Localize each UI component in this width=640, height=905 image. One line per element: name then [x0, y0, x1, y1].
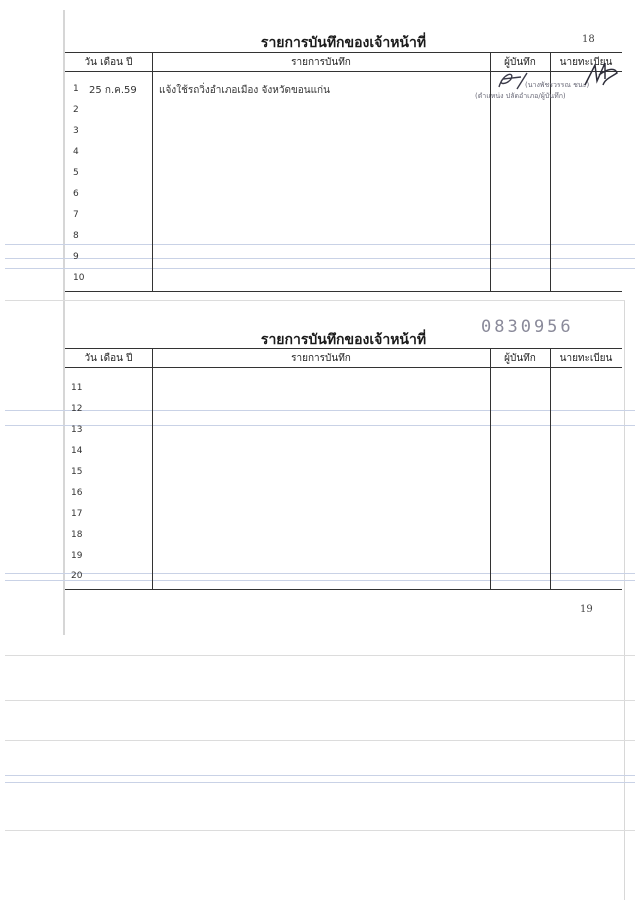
- recorder-signature-icon: [493, 65, 533, 95]
- page-edge-right: [624, 300, 625, 900]
- header-recorder: ผู้บันทึก: [504, 353, 536, 364]
- header-date: วัน เดือน ปี: [84, 57, 133, 68]
- row-number: 1: [73, 84, 79, 94]
- row-number: 20: [71, 571, 83, 581]
- scan-line: [5, 655, 635, 656]
- entry-text: แจ้งใช้รถวิ่งอำเภอเมือง จังหวัดขอนแก่น: [159, 85, 330, 96]
- page-number-top: 18: [582, 34, 595, 45]
- scan-line: [5, 740, 635, 741]
- header-registrar: นายทะเบียน: [559, 353, 613, 364]
- row-number: 11: [71, 383, 83, 393]
- page-number-bottom: 19: [580, 604, 593, 615]
- row-number: 2: [73, 105, 79, 115]
- column-divider: [550, 349, 551, 589]
- row-number: 15: [71, 467, 83, 477]
- header-date: วัน เดือน ปี: [84, 353, 133, 364]
- column-divider: [490, 53, 491, 291]
- header-details: รายการบันทึก: [291, 57, 351, 68]
- row-number: 14: [71, 446, 83, 456]
- entry-date: 25 ก.ค.59: [89, 85, 137, 96]
- header-registrar: นายทะเบียน: [559, 57, 613, 68]
- table-header: [65, 349, 622, 368]
- row-number: 7: [73, 210, 79, 220]
- log-table-2: [65, 348, 622, 590]
- scan-line: [5, 830, 635, 831]
- row-number: 16: [71, 488, 83, 498]
- row-number: 8: [73, 231, 79, 241]
- row-number: 3: [73, 126, 79, 136]
- row-number: 10: [73, 273, 85, 283]
- column-divider: [152, 53, 153, 291]
- row-number: 9: [73, 252, 79, 262]
- log-table-1: [65, 52, 622, 292]
- scan-line: [5, 300, 625, 301]
- row-number: 12: [71, 404, 83, 414]
- scan-line: [5, 782, 635, 783]
- row-number: 19: [71, 551, 83, 561]
- section-title: รายการบันทึกของเจ้าหน้าที่: [260, 332, 427, 348]
- stamp-line: (นางพัชรวรรณ ชนะ): [525, 81, 590, 89]
- section-title: รายการบันทึกของเจ้าหน้าที่: [260, 35, 427, 51]
- row-number: 18: [71, 530, 83, 540]
- serial-number: 0830956: [481, 317, 574, 337]
- column-divider: [152, 349, 153, 589]
- row-number: 6: [73, 189, 79, 199]
- scan-line: [5, 775, 635, 776]
- registrar-signature-icon: [581, 59, 621, 91]
- header-recorder: ผู้บันทึก: [504, 57, 536, 68]
- stamp-line: (ตำแหน่ง ปลัดอำเภอ/ผู้บันทึก): [475, 92, 566, 100]
- row-number: 4: [73, 147, 79, 157]
- table-header: [65, 53, 622, 72]
- row-number: 5: [73, 168, 79, 178]
- column-divider: [490, 349, 491, 589]
- row-number: 13: [71, 425, 83, 435]
- header-details: รายการบันทึก: [291, 353, 351, 364]
- scan-line: [5, 700, 635, 701]
- row-number: 17: [71, 509, 83, 519]
